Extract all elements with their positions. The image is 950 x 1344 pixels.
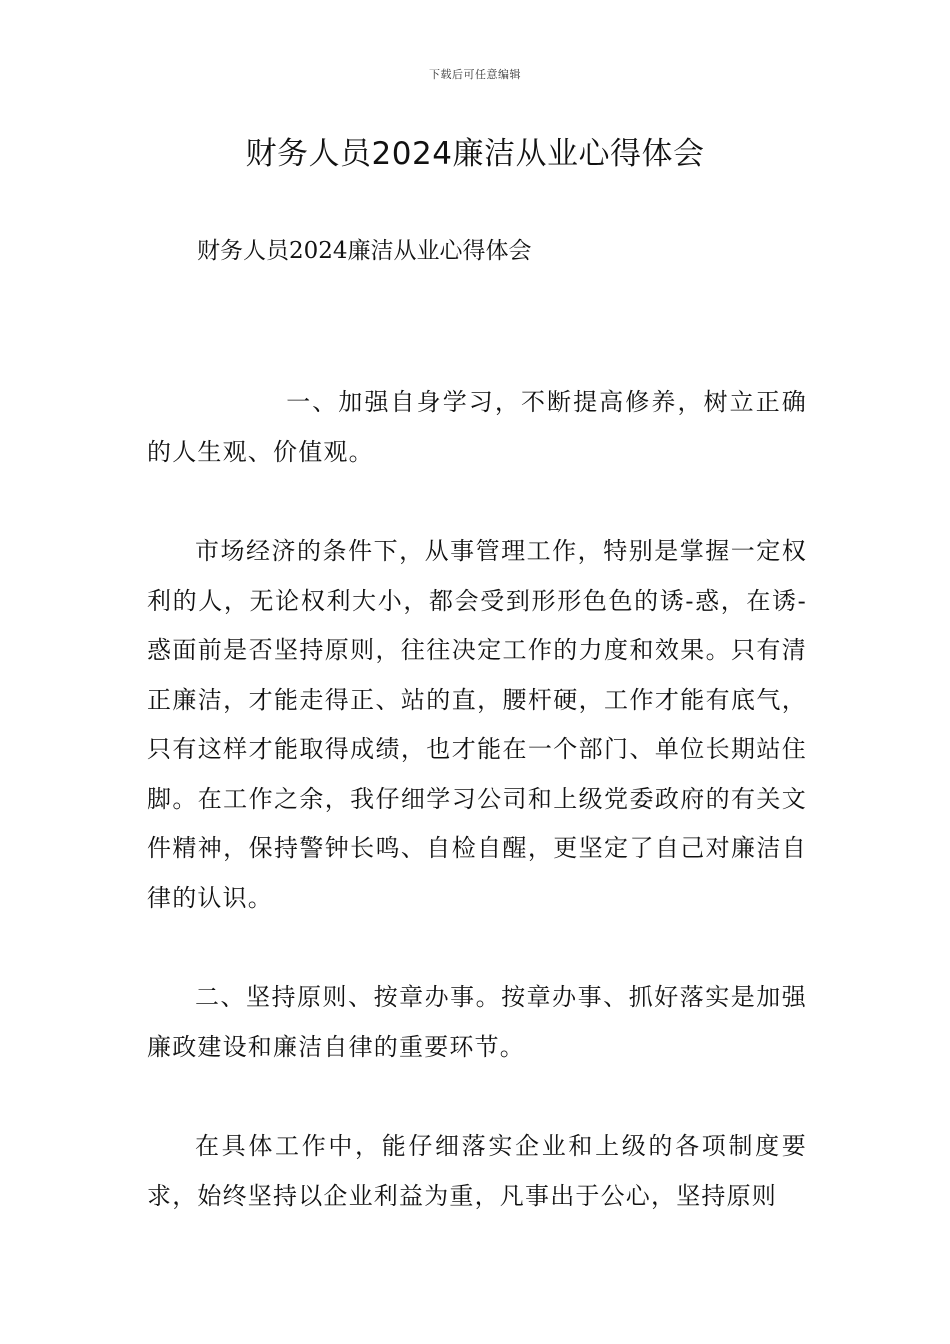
paragraph-section-1-body: 市场经济的条件下，从事管理工作，特别是掌握一定权利的人，无论权利大小，都会受到形形色色的诱-惑，在诱-惑面前是否坚持原则，往往决定工作的力度和效果。只有清正廉洁，才能走得正、站的直，腰杆硬，工作才能有底气，只有这样才能取得成绩，也才能在一个部门、单位长期站住脚。在工作之余，我仔细学习公司和上级党委政府的有关文件精神，保持警钟长鸣、自检自醒，更坚定了自己对廉洁自律的认识。 (147, 537, 807, 912)
paragraph-spacer (147, 923, 807, 973)
document-title: 财务人员2024廉洁从业心得体会 (245, 136, 705, 172)
header-note: 下载后可任意编辑 (429, 68, 521, 81)
document-subtitle: 财务人员2024廉洁从业心得体会 (197, 238, 532, 264)
document-body (147, 378, 807, 1221)
paragraph-spacer (147, 1072, 807, 1122)
paragraph-section-1-heading: 一、加强自身学习，不断提高修养，树立正确的人生观、价值观。 (147, 388, 807, 466)
paragraph-spacer (147, 477, 807, 527)
paragraph-section-2-body: 在具体工作中，能仔细落实企业和上级的各项制度要求，始终坚持以企业利益为重，凡事出于公心，坚持原则 (147, 1132, 807, 1210)
paragraph-section-2-heading: 二、坚持原则、按章办事。按章办事、抓好落实是加强廉政建设和廉洁自律的重要环节。 (147, 983, 807, 1061)
